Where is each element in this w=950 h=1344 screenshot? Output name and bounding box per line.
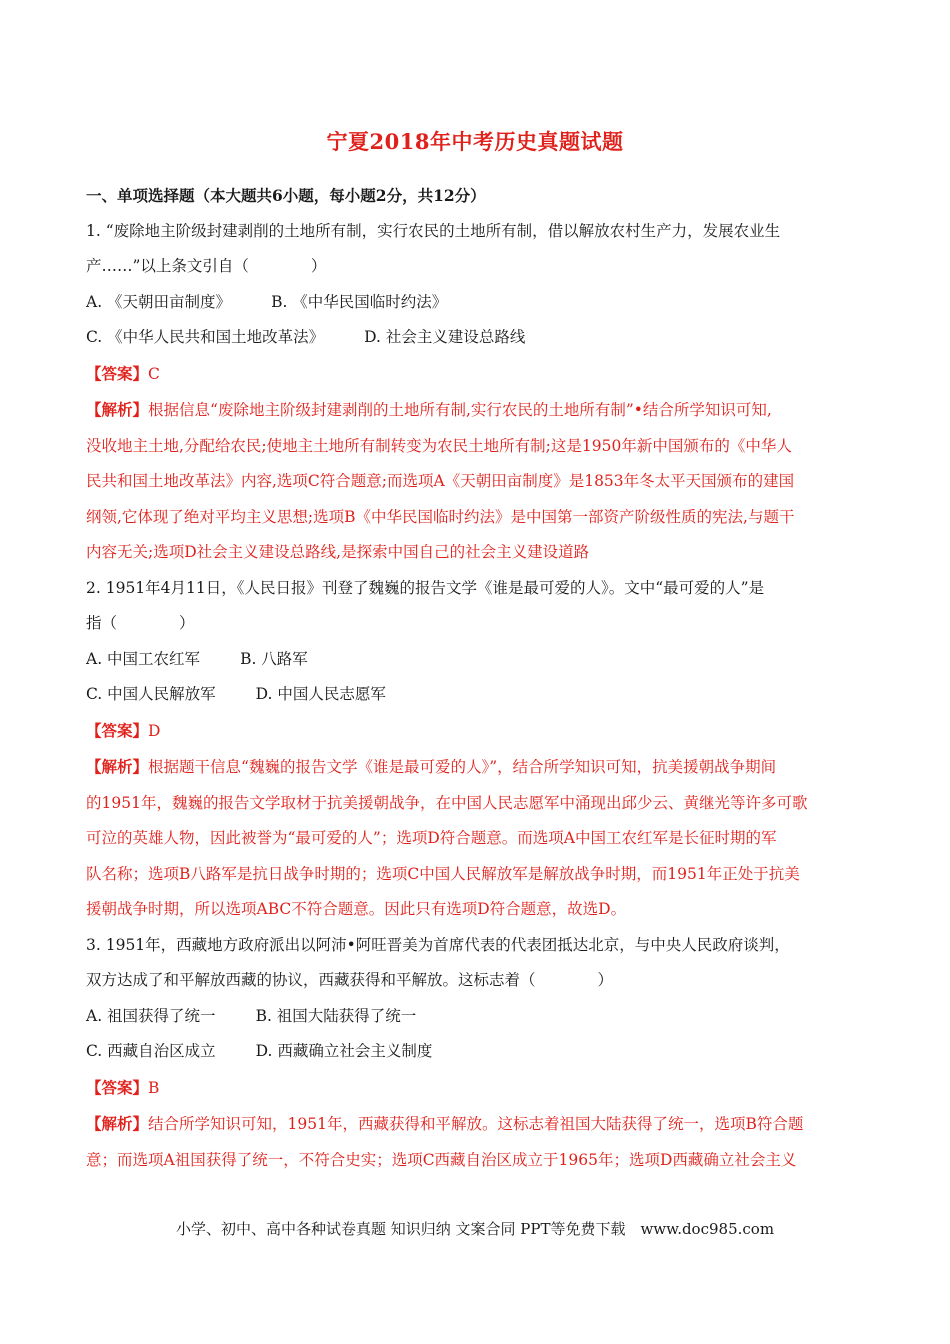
analysis-text: 根据信息“废除地主阶级封建剥削的土地所有制,实行农民的土地所有制”•结合所学知识可知, <box>148 401 772 419</box>
analysis-line: 可泣的英雄人物，因此被誉为“最可爱的人”；选项D符合题意。而选项A中国工农红军是长征时期的军 <box>86 829 777 847</box>
answer-label: 【答案】 <box>86 720 149 740</box>
option-b: B. 《中华民国临时约法》 <box>271 292 448 311</box>
analysis-label: 【解析】 <box>86 757 149 776</box>
question-2 <box>86 571 866 928</box>
option-b: B. 祖国大陆获得了统一 <box>255 1006 417 1025</box>
option-row <box>86 999 866 1035</box>
question-1 <box>86 214 866 571</box>
question-stem-line: 2. 1951年4月11日，《人民日报》刊登了魏巍的报告文学《谁是最可爱的人》。文中“最可爱的人”是 <box>86 578 765 597</box>
analysis-line: 民共和国土地改革法》内容,选项C符合题意;而选项A《天朝田亩制度》是1853年冬太平天国颁布的建国 <box>86 472 795 490</box>
option-d: D. 西藏确立社会主义制度 <box>255 1042 433 1060</box>
question-stem-line: 指（ ） <box>86 614 195 632</box>
question-3 <box>86 928 866 1179</box>
answer-value: B <box>148 1078 160 1097</box>
analysis-line: 纲领,它体现了绝对平均主义思想;选项B《中华民国临时约法》是中国第一部资产阶级性质的宪法,与题干 <box>86 507 795 526</box>
analysis-line: 援朝战争时期，所以选项ABC不符合题意。因此只有选项D符合题意，故选D。 <box>86 900 627 918</box>
content <box>86 178 866 1178</box>
option-a: A. 祖国获得了统一 <box>86 1006 216 1025</box>
analysis-label: 【解析】 <box>86 400 149 419</box>
section-heading: 一、单项选择题（本大题共6小题，每小题2分，共12分） <box>86 186 486 205</box>
option-c: C. 《中华人民共和国土地改革法》 <box>86 328 325 346</box>
analysis-line: 意；而选项A祖国获得了统一，不符合史实；选项C西藏自治区成立于1965年；选项D西藏确立社会主义 <box>86 1150 797 1169</box>
option-row <box>86 1034 866 1070</box>
answer-line <box>86 356 866 393</box>
analysis-text: 根据题干信息“魏巍的报告文学《谁是最可爱的人》”，结合所学知识可知，抗美援朝战争期间 <box>148 758 777 776</box>
analysis-text: 结合所学知识可知，1951年，西藏获得和平解放。这标志着祖国大陆获得了统一，选项B符合题 <box>148 1115 804 1133</box>
analysis-line: 内容无关;选项D社会主义建设总路线,是探索中国自己的社会主义建设道路 <box>86 543 590 561</box>
answer-line <box>86 713 866 750</box>
question-stem-line: 1. “废除地主阶级封建剥削的土地所有制，实行农民的土地所有制，借以解放农村生产力，发展农业生 <box>86 221 781 240</box>
option-a: A. 中国工农红军 <box>86 649 201 668</box>
option-row <box>86 642 866 678</box>
answer-value: C <box>148 364 160 383</box>
analysis-line: 没收地主土地,分配给农民;使地主土地所有制转变为农民土地所有制;这是1950年新中国颁布的《中华人 <box>86 436 792 455</box>
answer-label: 【答案】 <box>86 363 149 383</box>
analysis-line: 的1951年，魏巍的报告文学取材于抗美援朝战争，在中国人民志愿军中涌现出邱少云、黄继光等许多可歌 <box>86 793 808 812</box>
option-d: D. 社会主义建设总路线 <box>364 328 526 346</box>
answer-line <box>86 1070 866 1107</box>
option-row <box>86 285 866 321</box>
analysis-line <box>86 1106 866 1143</box>
option-d: D. 中国人民志愿军 <box>255 685 386 703</box>
answer-label: 【答案】 <box>86 1077 149 1097</box>
option-b: B. 八路军 <box>240 649 308 668</box>
option-row <box>86 677 866 713</box>
answer-value: D <box>148 721 161 740</box>
option-row <box>86 320 866 356</box>
analysis-line <box>86 749 866 786</box>
question-stem-line: 产……”以上条文引自（ ） <box>86 257 327 275</box>
option-c: C. 西藏自治区成立 <box>86 1042 216 1060</box>
question-stem-line: 双方达成了和平解放西藏的协议，西藏获得和平解放。这标志着（ ） <box>86 971 614 989</box>
option-c: C. 中国人民解放军 <box>86 685 216 703</box>
analysis-label: 【解析】 <box>86 1114 149 1133</box>
analysis-line <box>86 392 866 429</box>
page-footer: 小学、初中、高中各种试卷真题 知识归纳 文案合同 PPT等免费下载 www.doc985.com <box>175 1220 775 1238</box>
page-title: 宁夏2018年中考历史真题试题 <box>326 129 624 154</box>
analysis-line: 队名称；选项B八路军是抗日战争时期的；选项C中国人民解放军是解放战争时期，而1951年正处于抗美 <box>86 864 800 883</box>
option-a: A. 《天朝田亩制度》 <box>86 292 232 311</box>
question-stem-line: 3. 1951年，西藏地方政府派出以阿沛•阿旺晋美为首席代表的代表团抵达北京，与中央人民政府谈判， <box>86 935 790 954</box>
